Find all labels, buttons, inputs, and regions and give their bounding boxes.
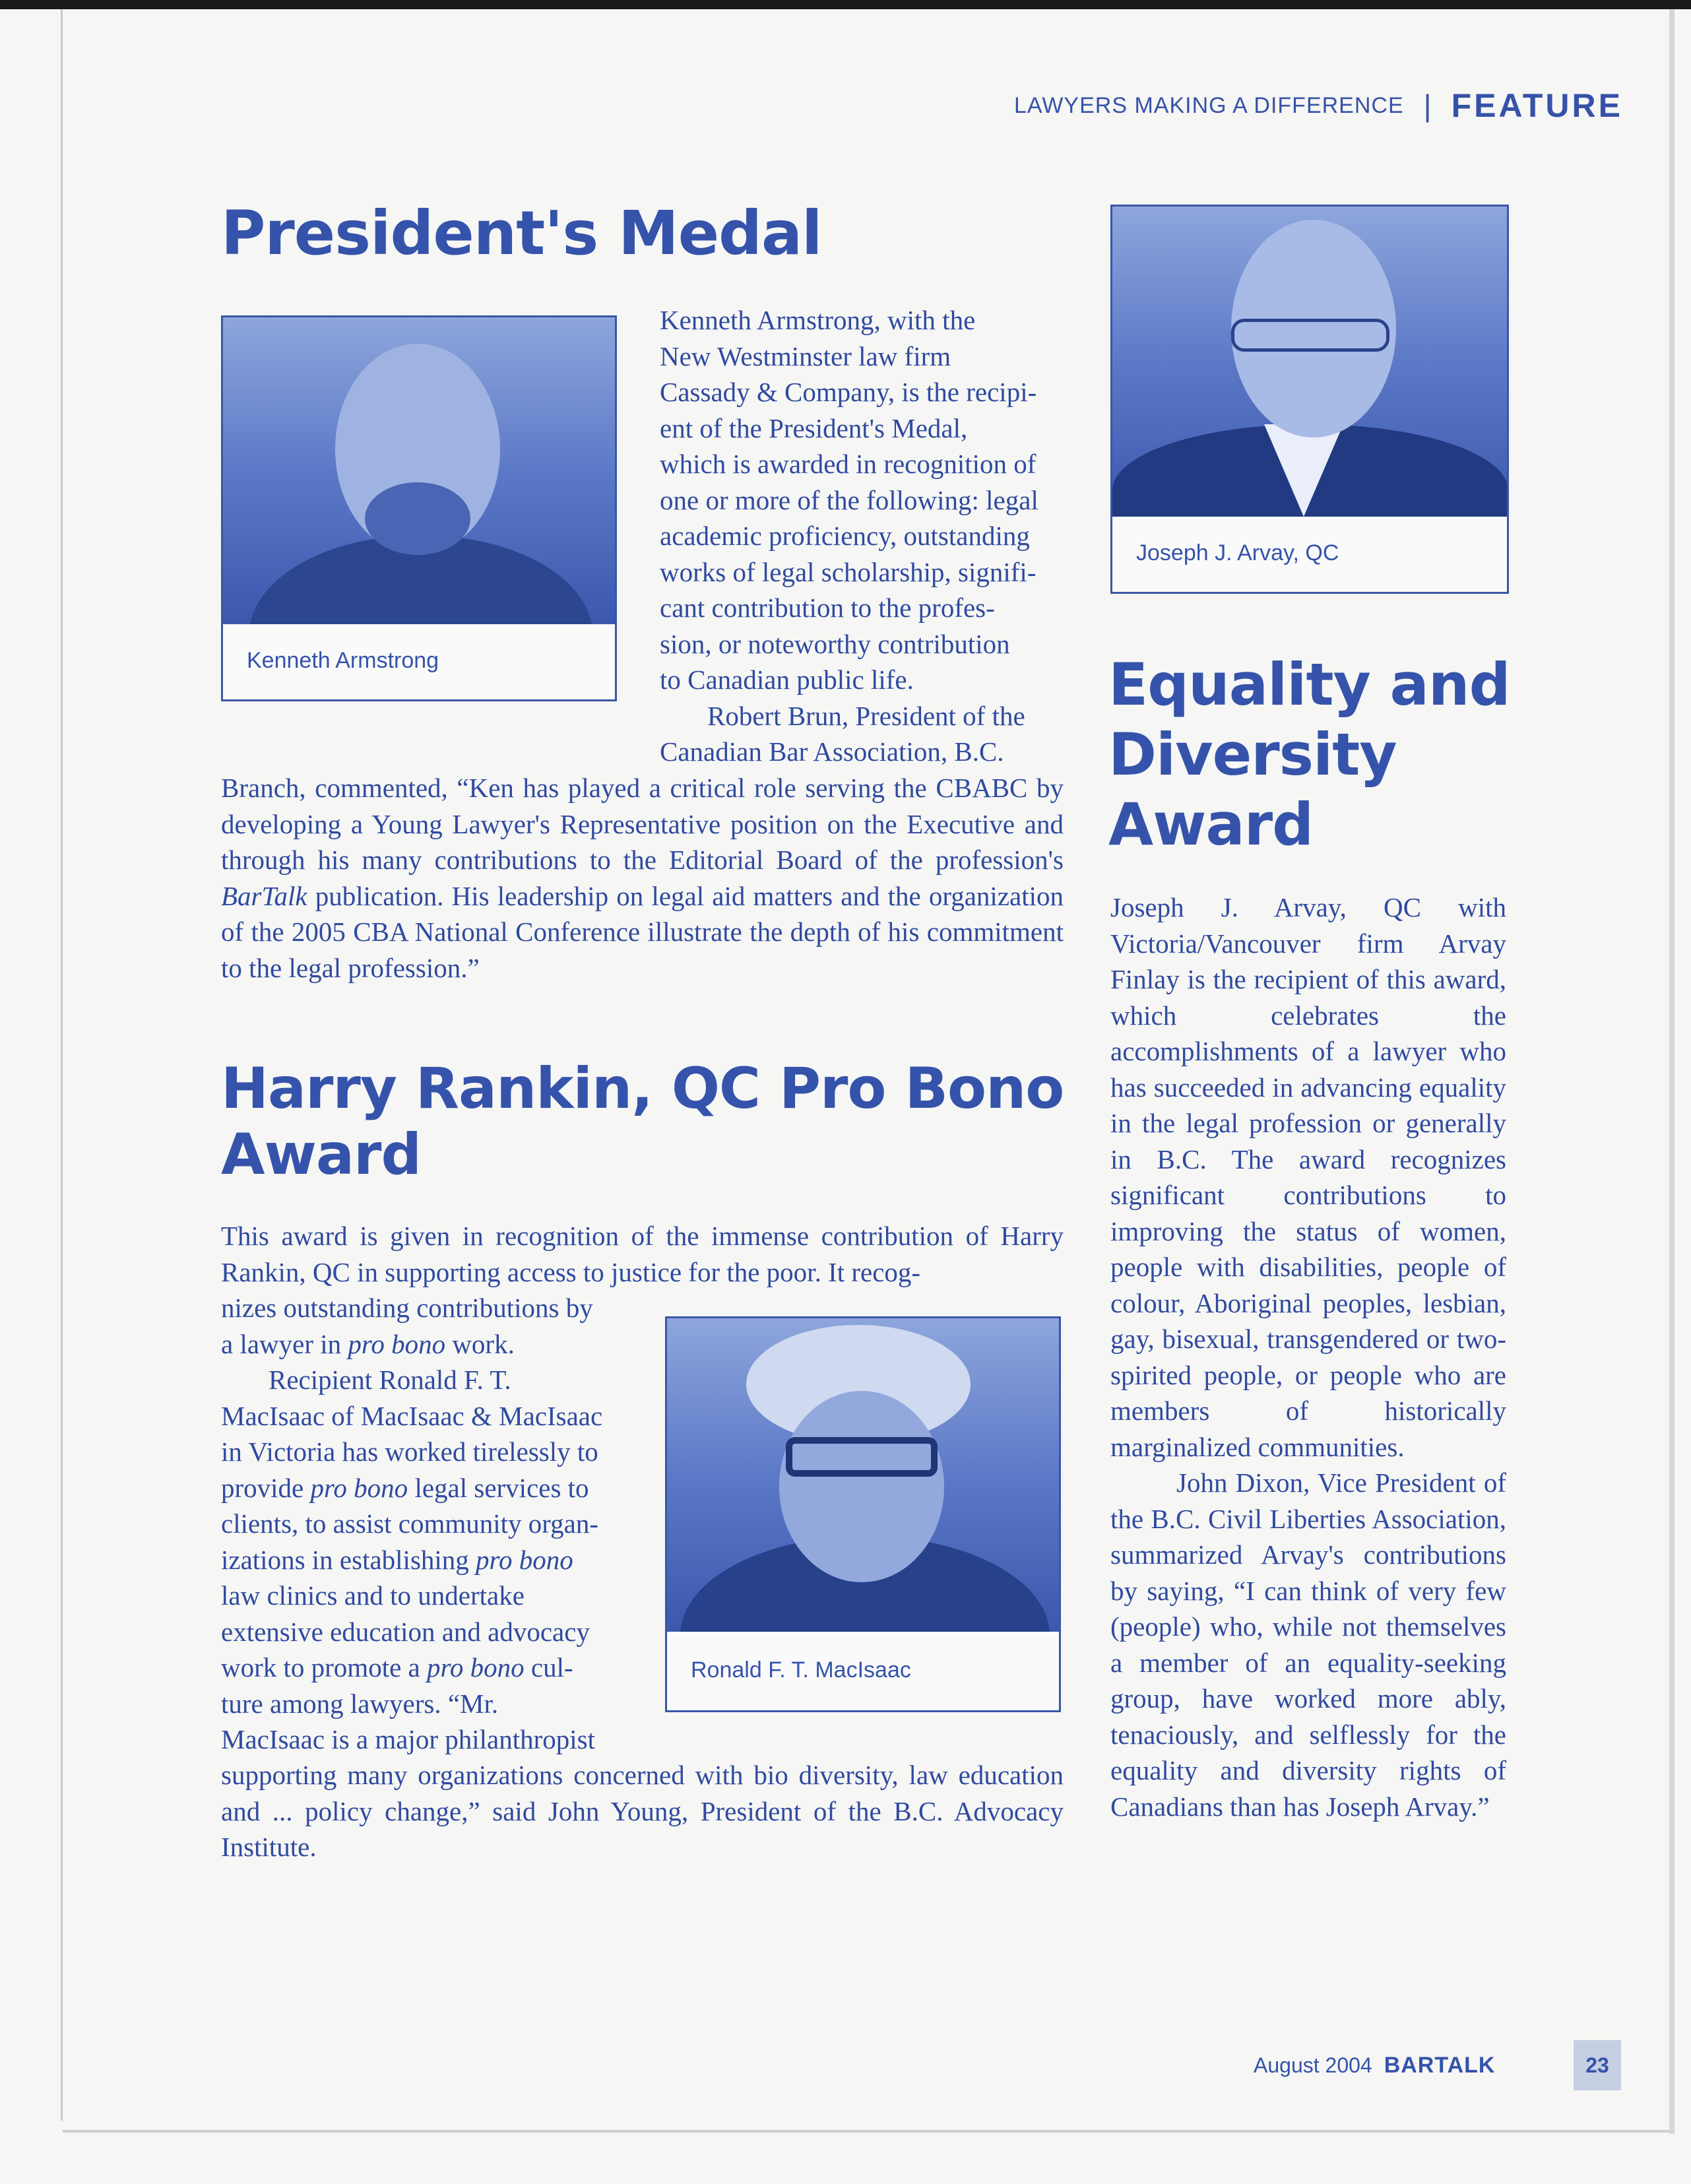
medal-line: which is awarded in recognition of — [660, 449, 1037, 479]
medal-line: to Canadian public life. — [660, 664, 914, 695]
rankin-award-title: Harry Rankin, QC Pro Bono Award — [221, 1056, 1064, 1188]
rankin-line: ture among lawyers. “Mr. — [221, 1688, 499, 1719]
feature-label: FEATURE — [1451, 87, 1623, 124]
portrait-kenneth-image — [223, 317, 615, 624]
scan-top-edge — [0, 0, 1691, 9]
rankin-line: Recipient Ronald F. T. — [269, 1365, 511, 1395]
rankin-intro-line: nizes outstanding contributions by — [221, 1293, 593, 1323]
medal-line: one or more of the following: legal — [660, 484, 1038, 515]
portrait-ronald-image — [667, 1318, 1059, 1632]
rankin-narrow-text — [221, 1362, 625, 1758]
header-separator: | — [1423, 88, 1432, 123]
equality-text — [1110, 889, 1506, 1824]
scan-bottom-edge — [63, 2130, 1669, 2133]
medal-paragraph-continued — [221, 770, 1064, 986]
section-label: LAWYERS MAKING A DIFFERENCE — [1014, 92, 1404, 118]
rankin-line: clients, to assist community organ- — [221, 1508, 599, 1539]
equality-award-title: Equality and Diversity Award — [1108, 651, 1510, 858]
issue-date: August 2004 — [1254, 2053, 1372, 2077]
medal-line: Kenneth Armstrong, with the — [660, 305, 976, 335]
medal-wrapped-text — [660, 302, 1064, 770]
medal-line: sion, or noteworthy contribution — [660, 628, 1010, 659]
rankin-intro-narrow — [221, 1290, 643, 1362]
medal-line: New Westminster law firm — [660, 340, 951, 371]
rankin-line: law clinics and to undertake — [221, 1580, 525, 1611]
running-header — [976, 86, 1623, 125]
page-number: 23 — [1574, 2040, 1621, 2090]
rankin-line: work to promote a pro bono cul- — [221, 1652, 573, 1683]
rankin-intro-line: a lawyer in pro bono work. — [221, 1328, 515, 1359]
bartalk-italic: BarTalk — [221, 880, 307, 911]
portrait-joseph-image — [1112, 207, 1507, 517]
photo-caption: Kenneth Armstrong — [247, 648, 439, 673]
rankin-line: in Victoria has worked tirelessly to — [221, 1436, 598, 1467]
rankin-line: izations in establishing pro bono — [221, 1544, 573, 1575]
medal-line: academic proficiency, outstanding — [660, 521, 1030, 551]
photo-kenneth-armstrong — [221, 315, 617, 701]
presidents-medal-title: President's Medal — [221, 198, 822, 269]
medal-line: cant contribution to the profes- — [660, 593, 995, 623]
photo-ronald-macisaac — [665, 1316, 1061, 1712]
photo-caption: Ronald F. T. MacIsaac — [691, 1657, 911, 1683]
medal-line: ent of the President's Medal, — [660, 412, 968, 443]
photo-caption: Joseph J. Arvay, QC — [1136, 540, 1339, 565]
medal-quote: Branch, commented, “Ken has played a critical role serving the CBABC by developing a Young Lawyer's Representative position on the Executive and through his many contributions to the Editorial Board of the profession's BarTalk publication. His leadership on legal aid matters and the organization of the 2005 CBA National Conference illustrate the depth of his commitment to the legal profession.” — [221, 773, 1064, 983]
equality-paragraph: John Dixon, Vice President of the B.C. Civil Liberties Association, summarized Arvay's contributions by saying, “I can think of very few (people) who, while not themselves a member of an equality-seeking group, have worked more ably, tenaciously, and selflessly for the equality and diversity rights of Canadians than has Joseph Arvay.” — [1110, 1467, 1506, 1822]
medal-line: works of legal scholarship, signifi- — [660, 556, 1037, 587]
rankin-closing — [221, 1757, 1064, 1865]
photo-joseph-arvay — [1110, 205, 1509, 594]
rankin-closing-text: supporting many organizations concerned with bio diversity, law education and ... policy change,” said John Young, President of the B.C. Advocacy Institute. — [221, 1760, 1064, 1862]
rankin-intro — [221, 1218, 1064, 1290]
medal-line: Cassady & Company, is the recipi- — [660, 377, 1037, 407]
page-footer — [1254, 2045, 1623, 2085]
rankin-line: extensive education and advocacy — [221, 1616, 590, 1647]
equality-paragraph: Joseph J. Arvay, QC with Victoria/Vancouver firm Arvay Finlay is the recipient of this award, which celebrates the accomplishments of a lawyer who has succeeded in advancing equality in the legal profession or generally in B.C. The award recognizes significant contributions to improving the status of women, people with disabilities, people of colour, Aboriginal peoples, lesbian, gay, bisexual, transgendered or two-spirited people, or people who are members of historically marginalized communities. — [1110, 892, 1506, 1462]
rankin-line: provide pro bono legal services to — [221, 1472, 589, 1503]
medal-line: Canadian Bar Association, B.C. — [660, 736, 1004, 767]
rankin-intro-line: This award is given in recognition of the immense contribution of Harry Rankin, QC in supporting access to justice for the poor. It recog- — [221, 1221, 1064, 1287]
magazine-name: BARTALK — [1384, 2052, 1496, 2078]
scan-left-edge — [61, 9, 63, 2121]
rankin-line: MacIsaac of MacIsaac & MacIsaac — [221, 1400, 603, 1431]
rankin-line: MacIsaac is a major philanthropist — [221, 1724, 595, 1754]
medal-line: Robert Brun, President of the — [707, 700, 1025, 731]
scan-right-edge — [1669, 9, 1675, 2134]
